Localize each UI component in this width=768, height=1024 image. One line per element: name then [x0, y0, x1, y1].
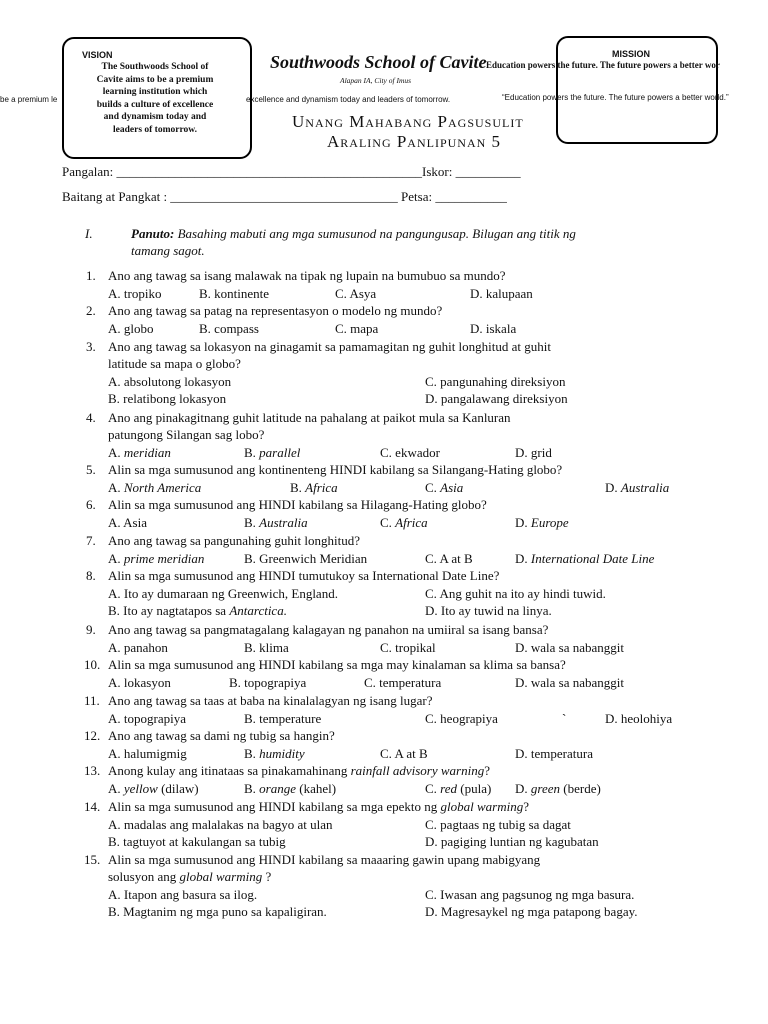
answer-option[interactable]: D. temperatura — [515, 746, 593, 761]
instruction-text-2: tamang sagot. — [131, 243, 205, 258]
stray-mark: ` — [562, 711, 567, 726]
answer-option[interactable]: C. Iwasan ang pagsunog ng mga basura. — [425, 887, 635, 902]
answer-option[interactable]: A. topograpiya — [108, 711, 186, 726]
answer-option[interactable]: A. yellow (dilaw) — [108, 781, 199, 796]
instruction-label: Panuto: — [131, 226, 175, 241]
question-text: Ano ang tawag sa lokasyon na ginagamit sa pamamagitan ng guhit longhitud at guhit — [108, 339, 551, 354]
question-text: Ano ang tawag sa pangmatagalang kalagayan ng panahon na umiiral sa isang bansa? — [108, 622, 549, 637]
answer-option[interactable]: A. meridian — [108, 445, 171, 460]
question-text: Ano ang tawag sa isang malawak na tipak ng lupain na bumubuo sa mundo? — [108, 268, 506, 283]
question-text: Ano ang pinakagitnang guhit latitude na pahalang at paikot mula sa Kanluran — [108, 410, 511, 425]
question-number: 10. — [84, 657, 101, 672]
answer-option[interactable]: B. orange (kahel) — [244, 781, 337, 796]
answer-option[interactable]: D. Europe — [515, 515, 569, 530]
answer-option[interactable]: B. Greenwich Meridian — [244, 551, 368, 566]
answer-option[interactable]: D. Magresaykel ng mga patapong bagay. — [425, 904, 638, 919]
answer-option[interactable]: B. klima — [244, 640, 289, 655]
question-text: Anong kulay ang itinataas sa pinakamahinang rainfall advisory warning? — [108, 763, 491, 778]
name-score-field: Pangalan: _______________________________________________Iskor: __________ — [62, 164, 521, 179]
instruction-number: I. — [85, 226, 93, 241]
answer-option[interactable]: B. relatibong lokasyon — [108, 391, 227, 406]
answer-option[interactable]: D. International Date Line — [515, 551, 655, 566]
question-text: Alin sa mga sumusunod ang HINDI kabilang sa Hilagang-Hating globo? — [108, 497, 487, 512]
vision-overflow-left: be a premium le — [0, 95, 58, 104]
question-text: Alin sa mga sumusunod ang HINDI tumutukoy sa International Date Line? — [108, 568, 500, 583]
answer-option[interactable]: C. Asya — [335, 286, 377, 301]
question-text: Ano ang tawag sa pangunahing guhit longhitud? — [108, 533, 361, 548]
question-number: 3. — [86, 339, 96, 354]
answer-option[interactable]: A. absolutong lokasyon — [108, 374, 232, 389]
answer-option[interactable]: C. red (pula) — [425, 781, 492, 796]
answer-option[interactable]: A. Ito ay dumaraan ng Greenwich, England. — [108, 586, 338, 601]
school-name: Southwoods School of Cavite — [270, 52, 487, 72]
answer-option[interactable]: C. Asia — [425, 480, 464, 495]
answer-option[interactable]: C. pangunahing direksiyon — [425, 374, 566, 389]
question-number: 1. — [86, 268, 96, 283]
vision-overflow-right: excellence and dynamism today and leaders of tomorrow. — [246, 95, 451, 104]
question-text: Alin sa mga sumusunod ang kontinenteng HINDI kabilang sa Silangang-Hating globo? — [108, 462, 563, 477]
answer-option[interactable]: C. Africa — [380, 515, 428, 530]
answer-option[interactable]: B. topograpiya — [229, 675, 307, 690]
answer-option[interactable]: B. Ito ay nagtatapos sa Antarctica. — [108, 603, 287, 618]
vision-label: VISION — [82, 50, 113, 60]
question-number: 7. — [86, 533, 96, 548]
answer-option[interactable]: C. mapa — [335, 321, 379, 336]
answer-option[interactable]: D. grid — [515, 445, 552, 460]
answer-option[interactable]: A. Asia — [108, 515, 148, 530]
answer-option[interactable]: A. lokasyon — [108, 675, 171, 690]
mission-overflow: “Education powers the future. The future powers a better world.” — [502, 93, 729, 102]
question-number: 11. — [84, 693, 100, 708]
answer-option[interactable]: B. compass — [199, 321, 259, 336]
answer-option[interactable]: B. tagtuyot at kakulangan sa tubig — [108, 834, 286, 849]
answer-option[interactable]: A. tropiko — [108, 286, 162, 301]
exam-title: Unang Mahabang Pagsusulit — [292, 112, 524, 131]
answer-option[interactable]: D. heolohiya — [605, 711, 673, 726]
answer-option[interactable]: C. temperatura — [364, 675, 442, 690]
answer-option[interactable]: B. Magtanim ng mga puno sa kapaligiran. — [108, 904, 327, 919]
answer-option[interactable]: B. kontinente — [199, 286, 270, 301]
answer-option[interactable]: A. Itapon ang basura sa ilog. — [108, 887, 258, 902]
question-number: 9. — [86, 622, 96, 637]
subject-title: Araling Panlipunan 5 — [327, 132, 502, 151]
answer-option[interactable]: C. A at B — [425, 551, 473, 566]
question-number: 6. — [86, 497, 96, 512]
question-number: 4. — [86, 410, 96, 425]
vision-text: The Southwoods School of Cavite aims to be a premium learning institution which builds a culture of excellence and dynamism today and leaders of tomorrow. — [96, 62, 214, 135]
answer-option[interactable]: D. pangalawang direksiyon — [425, 391, 568, 406]
mission-label: MISSION — [612, 49, 651, 59]
answer-option[interactable]: A. halumigmig — [108, 746, 187, 761]
answer-option[interactable]: D. green (berde) — [515, 781, 601, 796]
answer-option[interactable]: A. madalas ang malalakas na bagyo at ulan — [108, 817, 333, 832]
answer-option[interactable]: C. heograpiya — [425, 711, 498, 726]
question-number: 8. — [86, 568, 96, 583]
answer-option[interactable]: B. parallel — [244, 445, 301, 460]
answer-option[interactable]: C. Ang guhit na ito ay hindi tuwid. — [425, 586, 606, 601]
answer-option[interactable]: B. Australia — [244, 515, 308, 530]
answer-option[interactable]: D. iskala — [470, 321, 517, 336]
answer-option[interactable]: D. Australia — [605, 480, 670, 495]
question-number: 2. — [86, 303, 96, 318]
question-text: Alin sa mga sumusunod ang HINDI kabilang sa maaaring gawin upang mabigyang — [108, 852, 541, 867]
question-text: latitude sa mapa o globo? — [108, 356, 241, 371]
answer-option[interactable]: C. pagtaas ng tubig sa dagat — [425, 817, 571, 832]
answer-option[interactable]: B. humidity — [244, 746, 305, 761]
question-text: Ano ang tawag sa dami ng tubig sa hangin? — [108, 728, 335, 743]
answer-option[interactable]: D. pagiging luntian ng kagubatan — [425, 834, 599, 849]
question-number: 5. — [86, 462, 96, 477]
answer-option[interactable]: B. Africa — [290, 480, 338, 495]
question-number: 12. — [84, 728, 101, 743]
question-text: Alin sa mga sumusunod ang HINDI kabilang sa mga epekto ng global warming? — [108, 799, 530, 814]
answer-option[interactable]: C. ekwador — [380, 445, 440, 460]
answer-option[interactable]: A. panahon — [108, 640, 168, 655]
answer-option[interactable]: C. tropikal — [380, 640, 436, 655]
grade-date-field: Baitang at Pangkat : ___________________________________ Petsa: ___________ — [62, 189, 507, 204]
question-text: Alin sa mga sumusunod ang HINDI kabilang sa mga may kinalaman sa klima sa bansa? — [108, 657, 566, 672]
school-address: Alapan IA, City of Imus — [340, 76, 412, 85]
question-number: 13. — [84, 763, 101, 778]
answer-option[interactable]: A. globo — [108, 321, 154, 336]
instructions — [131, 226, 576, 242]
answer-option[interactable]: C. A at B — [380, 746, 428, 761]
question-number: 15. — [84, 852, 101, 867]
question-text: Ano ang tawag sa patag na representasyon o modelo ng mundo? — [108, 303, 443, 318]
answer-option[interactable]: D. Ito ay tuwid na linya. — [425, 603, 552, 618]
question-text: solusyon ang global warming ? — [108, 869, 272, 884]
question-text: Ano ang tawag sa taas at baba na kinalalagyan ng isang lugar? — [108, 693, 433, 708]
answer-option[interactable]: A. North America — [108, 480, 202, 495]
answer-option[interactable]: B. temperature — [244, 711, 322, 726]
answer-option[interactable]: D. wala sa nabanggit — [515, 675, 625, 690]
answer-option[interactable]: D. wala sa nabanggit — [515, 640, 625, 655]
question-number: 14. — [84, 799, 101, 814]
answer-option[interactable]: D. kalupaan — [470, 286, 533, 301]
mission-text: Education powers the future. The future powers a better wor — [486, 60, 720, 70]
instruction-text-1: Basahing mabuti ang mga sumusunod na pangungusap. Bilugan ang titik ng — [177, 226, 576, 241]
answer-option[interactable]: A. prime meridian — [108, 551, 205, 566]
question-text: patungong Silangan sag lobo? — [108, 427, 265, 442]
